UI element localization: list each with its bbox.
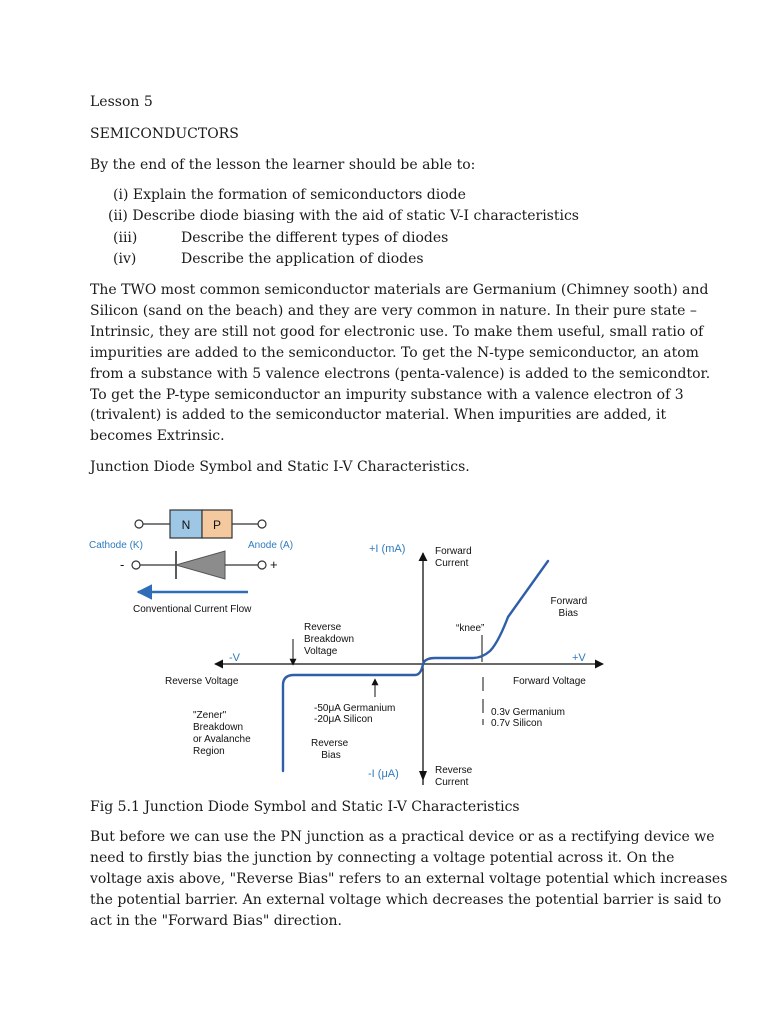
objective-item (113, 228, 448, 249)
cathode-label: Cathode (K) (89, 540, 143, 551)
objective-text: Describe diode biasing with the aid of static V-I characteristics (132, 208, 579, 224)
paragraph-line: Silicon (sand on the beach) and they are very common in nature. In their pure state – (90, 302, 697, 319)
anode-label: Anode (A) (248, 540, 294, 551)
diode-figure (80, 495, 620, 795)
x-neg-label: -V (229, 652, 240, 664)
current-flow-label: Conventional Current Flow (133, 604, 252, 615)
reverse-current-label: Reverse Current (435, 765, 473, 788)
x-pos-label: +V (572, 652, 586, 664)
paragraph-biasing (90, 827, 728, 932)
lesson-label: Lesson 5 (90, 94, 153, 110)
paragraph-line: need to firstly bias the junction by connecting a voltage potential across it. On the (90, 849, 675, 866)
forward-current-label: Forward Current (435, 546, 472, 569)
y-pos-label: +I (mA) (369, 543, 406, 555)
objective-item (108, 206, 579, 227)
figure-caption: Fig 5.1 Junction Diode Symbol and Static I-V Characteristics (90, 799, 520, 815)
paragraph-line: from a substance with 5 valence electrons (penta-valence) is added to the semicondtor. (90, 365, 711, 382)
forward-voltage-label: Forward Voltage (513, 676, 586, 687)
objective-number: (iii) (113, 230, 138, 246)
paragraph-line: act in the "Forward Bias" direction. (90, 912, 342, 929)
threshold-values: 0.3v Germanium 0.7v Silicon (491, 707, 565, 729)
topic-title: SEMICONDUCTORS (90, 126, 239, 142)
objective-item (113, 185, 466, 206)
p-label: P (212, 518, 222, 532)
paragraph-line: impurities are added to the semiconductor. To get the N-type semiconductor, an atom (90, 344, 699, 361)
objective-number: (iv) (113, 251, 137, 267)
paragraph-line: The TWO most common semiconductor materials are Germanium (Chimney sooth) and (90, 282, 709, 298)
paragraph-line: Intrinsic, they are still not good for electronic use. To make them useful, small ratio of (90, 323, 704, 340)
paragraph-line: (trivalent) is added to the semiconductor material. When impurities are added, it (90, 407, 667, 424)
diode-symbol (120, 551, 278, 579)
reverse-voltage-label: Reverse Voltage (165, 676, 239, 687)
paragraph-line: voltage axis above, "Reverse Bias" refers to an external voltage potential which increases (90, 870, 728, 887)
objective-text: Describe the application of diodes (181, 251, 424, 267)
objective-text: Explain the formation of semiconductors diode (132, 187, 466, 203)
paragraph-line: becomes Extrinsic. (90, 428, 225, 445)
zener-region-label: "Zener" Breakdown or Avalanche Region (193, 710, 251, 757)
n-label: N (181, 518, 191, 532)
forward-bias-label: Forward Bias (550, 596, 588, 619)
pn-junction-symbol (135, 510, 266, 538)
paragraph-line: To get the P-type semiconductor an impurity substance with a valence electron of 3 (90, 386, 684, 403)
plus-sign: + (270, 557, 278, 572)
objective-text: Describe the different types of diodes (181, 230, 449, 246)
intro-text: By the end of the lesson the learner should be able to: (90, 157, 476, 173)
leakage-values: -50μA Germanium -20μA Silicon (314, 703, 396, 725)
paragraph-line: the potential barrier. An external voltage which decreases the potential barrier is said to (90, 891, 722, 908)
y-neg-label: -I (μA) (368, 768, 399, 780)
minus-sign: - (120, 557, 125, 572)
knee-label: “knee” (456, 623, 485, 634)
objective-item (113, 249, 424, 270)
section-heading: Junction Diode Symbol and Static I-V Characteristics. (90, 459, 470, 475)
paragraph-materials (90, 280, 711, 447)
reverse-bias-label: Reverse Bias (310, 738, 349, 761)
objective-number: (ii) (108, 208, 128, 224)
paragraph-line: But before we can use the PN junction as a practical device or as a rectifying device we (90, 829, 715, 845)
objective-number: (i) (113, 187, 129, 203)
reverse-breakdown-label: Reverse Breakdown Voltage (304, 622, 355, 657)
